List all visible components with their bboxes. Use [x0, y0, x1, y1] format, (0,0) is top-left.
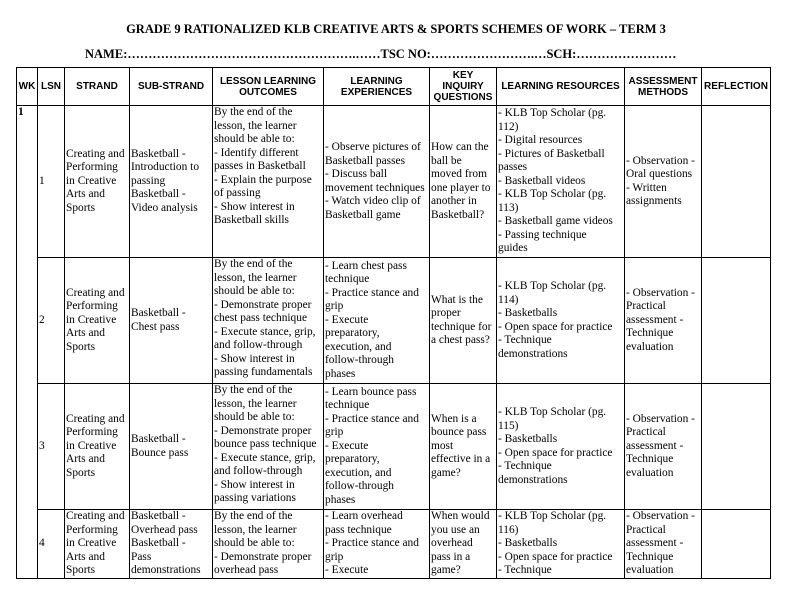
cell-line: grip [325, 426, 344, 439]
lesson-number-cell: 3 [38, 384, 65, 510]
cell-line: - Basketballs [498, 537, 558, 549]
assessment-cell [625, 258, 702, 384]
cell-line: Performing [66, 300, 118, 313]
reflection-cell[interactable] [702, 384, 771, 510]
cell-line: should be able to: [214, 411, 295, 423]
cell-line: - Technique [498, 334, 552, 346]
cell-line: - Pictures of Basketball [498, 147, 605, 160]
cell-line: - Technique [498, 564, 552, 576]
cell-line: Basketball - [131, 147, 186, 160]
header-outcomes: LESSON LEARNING OUTCOMES [213, 68, 324, 106]
cell-line: - Practice stance and [325, 286, 419, 299]
cell-line: - Practice stance and [325, 412, 419, 425]
cell-line: - Basketball game videos [498, 215, 613, 228]
cell-line: - Written [626, 181, 667, 194]
cell-line: - Learn chest pass [325, 259, 407, 272]
cell-line: 115) [498, 419, 519, 432]
header-inquiry: KEY INQUIRY QUESTIONS [430, 68, 497, 106]
cell-line: Overhead pass [131, 523, 198, 536]
cell-line: demonstrations [498, 347, 568, 360]
cell-line: - Show interest in [214, 352, 295, 365]
inquiry-cell [430, 510, 497, 579]
header-wk: WK [17, 68, 38, 106]
cell-line: follow-through [325, 480, 394, 493]
cell-line: 116) [498, 523, 519, 536]
cell-line: grip [325, 550, 344, 563]
cell-line: game? [431, 466, 461, 479]
cell-line: - Observation - [626, 412, 695, 425]
cell-line: execution, and [325, 466, 392, 479]
lesson-number-cell: 2 [38, 258, 65, 384]
experiences-cell [324, 106, 430, 258]
cell-line: - Execute stance, grip, [214, 451, 316, 464]
cell-line: Oral questions [626, 168, 693, 180]
header-lsn: LSN [38, 68, 65, 106]
cell-line: Video analysis [131, 201, 198, 214]
cell-line: passes in Basketball [214, 160, 306, 172]
cell-line: Basketball game [325, 208, 401, 221]
cell-line: - Learn bounce pass [325, 385, 417, 398]
cell-line: - Demonstrate proper [214, 424, 312, 437]
document-title: GRADE 9 RATIONALIZED KLB CREATIVE ARTS & SPORTS SCHEMES OF WORK – TERM 3 [126, 22, 666, 36]
cell-line: overhead [431, 537, 473, 549]
lesson-number-cell: 1 [38, 106, 65, 258]
cell-line: Basketball - [131, 510, 186, 522]
header-resources: LEARNING RESOURCES [497, 68, 625, 106]
lesson-number-cell: 4 [38, 510, 65, 579]
cell-line: - Observation - [626, 286, 695, 299]
strand-cell [65, 384, 130, 510]
cell-line: By the end of the [214, 510, 293, 522]
resources-cell [497, 384, 625, 510]
cell-line: - Demonstrate proper [214, 298, 312, 311]
cell-line: - KLB Top Scholar (pg. [498, 406, 607, 418]
experiences-cell [324, 510, 430, 579]
assessment-cell [625, 106, 702, 258]
cell-line: bounce pass [431, 426, 487, 439]
name-tsc-school-line: NAME:……………………………………………….……TSC NO:…………………….…SCH:…………………… [85, 47, 677, 61]
cell-line: phases [325, 493, 356, 506]
cell-line: should be able to: [214, 133, 295, 145]
inquiry-cell [430, 106, 497, 258]
cell-line: Technique [626, 327, 674, 340]
cell-line: - Basketball videos [498, 174, 586, 187]
cell-line: effective in a [431, 453, 491, 466]
cell-line: - Observe pictures of [325, 141, 421, 153]
header-sub-strand: SUB-STRAND [130, 68, 213, 106]
cell-line: - Open space for practice [498, 320, 613, 333]
cell-line: Introduction to [131, 161, 200, 174]
cell-line: another in [431, 195, 477, 207]
cell-line: passes [498, 161, 528, 174]
inquiry-cell [430, 384, 497, 510]
cell-line: - KLB Top Scholar (pg. [498, 280, 607, 292]
cell-line: Performing [66, 523, 118, 536]
cell-line: Sports [66, 340, 96, 353]
header-row [17, 68, 771, 106]
cell-line: - Basketballs [498, 307, 558, 319]
table-row [17, 384, 771, 510]
cell-line: 114) [498, 293, 519, 306]
table-row [17, 510, 771, 579]
cell-line: Basketball skills [214, 214, 289, 226]
inquiry-cell [430, 258, 497, 384]
cell-line: Basketball - [131, 537, 186, 549]
strand-cell [65, 106, 130, 258]
cell-line: grip [325, 300, 344, 313]
reflection-cell[interactable] [702, 258, 771, 384]
resources-cell [497, 258, 625, 384]
cell-line: Arts and [66, 327, 105, 340]
cell-line: - KLB Top Scholar (pg. [498, 188, 607, 201]
cell-line: game? [431, 564, 461, 576]
cell-line: should be able to: [214, 285, 295, 297]
cell-line: Creating and [66, 510, 125, 522]
experiences-cell [324, 258, 430, 384]
cell-line: movement techniques [325, 181, 425, 194]
outcomes-cell [213, 106, 324, 258]
cell-line: bounce pass technique [214, 438, 317, 450]
cell-line: passing fundamentals [214, 366, 313, 378]
assessment-cell [625, 384, 702, 510]
cell-line: passing [131, 174, 166, 187]
resources-cell [497, 510, 625, 579]
cell-line: Sports [66, 564, 96, 576]
cell-line: - Learn overhead [325, 510, 403, 522]
cell-line: phases [325, 367, 356, 380]
cell-line: What is the [431, 293, 483, 306]
cell-line: execution, and [325, 340, 392, 353]
outcomes-cell [213, 384, 324, 510]
cell-line: - Execute [325, 564, 369, 576]
header-reflection: REFLECTION [702, 68, 771, 106]
cell-line: - Demonstrate proper [214, 550, 312, 563]
cell-line: technique for [431, 320, 492, 333]
cell-line: - Open space for practice [498, 446, 613, 459]
cell-line: evaluation [626, 564, 674, 576]
outcomes-cell [213, 258, 324, 384]
cell-line: - Passing technique [498, 228, 587, 241]
cell-line: one player to [431, 181, 491, 194]
cell-line: technique [325, 399, 370, 412]
outcomes-cell [213, 510, 324, 579]
table-row [17, 258, 771, 384]
sub-strand-cell [130, 384, 213, 510]
cell-line: - Observation - [626, 154, 695, 167]
cell-line: most [431, 439, 454, 452]
cell-line: - Show interest in [214, 200, 295, 213]
resources-cell [497, 106, 625, 258]
cell-line: and follow-through [214, 339, 303, 351]
cell-line: lesson, the learner [214, 119, 297, 132]
cell-line: in Creative [66, 439, 117, 452]
week-cell: 1 [17, 106, 38, 579]
cell-line: - Digital resources [498, 134, 583, 147]
cell-line: assignments [626, 195, 682, 207]
reflection-cell[interactable] [702, 106, 771, 258]
cell-line: - Identify different [214, 146, 299, 159]
cell-line: - Explain the purpose [214, 173, 312, 186]
sub-strand-cell [130, 258, 213, 384]
cell-line: in Creative [66, 537, 117, 549]
cell-line: evaluation [626, 466, 674, 479]
cell-line: - Observation - [626, 510, 695, 522]
cell-line: - Basketballs [498, 433, 558, 445]
cell-line: - Show interest in [214, 478, 295, 491]
cell-line: - Open space for practice [498, 550, 613, 563]
schemes-of-work-table [16, 67, 771, 579]
cell-line: - Execute [325, 439, 369, 452]
header-strand: STRAND [65, 68, 130, 106]
cell-line: Basketball - [131, 188, 186, 201]
cell-line: Arts and [66, 188, 105, 201]
cell-line: - Watch video clip of [325, 195, 421, 207]
cell-line: Chest pass [131, 320, 180, 333]
cell-line: Bounce pass [131, 446, 189, 459]
cell-line: in Creative [66, 313, 117, 326]
cell-line: By the end of the [214, 106, 293, 118]
cell-line: When is a [431, 412, 477, 425]
cell-line: overhead pass [214, 564, 279, 576]
cell-line: Pass [131, 550, 152, 563]
cell-line: By the end of the [214, 384, 293, 396]
cell-line: Practical [626, 426, 666, 439]
cell-line: - Discuss ball [325, 168, 388, 180]
cell-line: Arts and [66, 453, 105, 466]
cell-line: How can the [431, 141, 489, 153]
cell-line: 113) [498, 201, 519, 214]
table-row [17, 106, 771, 258]
cell-line: When would [431, 510, 490, 522]
cell-line: Arts and [66, 550, 105, 563]
cell-line: By the end of the [214, 258, 293, 270]
cell-line: and follow-through [214, 465, 303, 477]
cell-line: demonstrations [498, 473, 568, 486]
cell-line: lesson, the learner [214, 271, 297, 284]
strand-cell [65, 510, 130, 579]
cell-line: lesson, the learner [214, 397, 297, 410]
cell-line: assessment - [626, 537, 684, 549]
cell-line: chest pass technique [214, 312, 307, 324]
cell-line: pass technique [325, 523, 392, 536]
cell-line: ball be [431, 154, 462, 167]
assessment-cell [625, 510, 702, 579]
cell-line: Practical [626, 300, 666, 313]
cell-line: Basketball? [431, 208, 485, 221]
cell-line: follow-through [325, 354, 394, 367]
reflection-cell[interactable] [702, 510, 771, 579]
cell-line: Technique [626, 453, 674, 466]
cell-line: - Execute [325, 313, 369, 326]
cell-line: lesson, the learner [214, 523, 297, 536]
cell-line: Basketball passes [325, 154, 406, 167]
cell-line: of passing [214, 187, 261, 199]
cell-line: Sports [66, 466, 96, 479]
cell-line: Sports [66, 201, 96, 214]
cell-line: Basketball - [131, 307, 186, 319]
cell-line: Technique [626, 550, 674, 563]
cell-line: preparatory, [325, 453, 380, 466]
cell-line: Creating and [66, 412, 125, 425]
cell-line: demonstrations [131, 564, 201, 576]
cell-line: pass in a [431, 550, 471, 563]
cell-line: proper [431, 307, 461, 319]
cell-line: you use an [431, 523, 480, 536]
cell-line: - Execute stance, grip, [214, 325, 316, 338]
experiences-cell [324, 384, 430, 510]
cell-line: 112) [498, 120, 519, 133]
sub-strand-cell [130, 510, 213, 579]
cell-line: guides [498, 242, 528, 255]
cell-line: a chest pass? [431, 334, 490, 346]
cell-line: in Creative [66, 174, 117, 187]
sub-strand-cell [130, 106, 213, 258]
cell-line: - KLB Top Scholar (pg. [498, 510, 607, 522]
cell-line: Basketball - [131, 433, 186, 445]
cell-line: - Technique [498, 460, 552, 472]
cell-line: - Practice stance and [325, 537, 419, 549]
cell-line: - KLB Top Scholar (pg. [498, 107, 607, 120]
cell-line: technique [325, 273, 370, 286]
cell-line: should be able to: [214, 537, 295, 549]
cell-line: Creating and [66, 147, 125, 160]
cell-line: Creating and [66, 286, 125, 299]
cell-line: preparatory, [325, 327, 380, 340]
cell-line: assessment - [626, 313, 684, 326]
header-experiences: LEARNING EXPERIENCES [324, 68, 430, 106]
cell-line: evaluation [626, 340, 674, 353]
cell-line: Performing [66, 161, 118, 174]
cell-line: Performing [66, 426, 118, 439]
cell-line: assessment - [626, 439, 684, 452]
cell-line: moved from [431, 168, 487, 180]
strand-cell [65, 258, 130, 384]
cell-line: passing variations [214, 492, 296, 504]
cell-line: Practical [626, 523, 666, 536]
header-assessment: ASSESSMENT METHODS [625, 68, 702, 106]
